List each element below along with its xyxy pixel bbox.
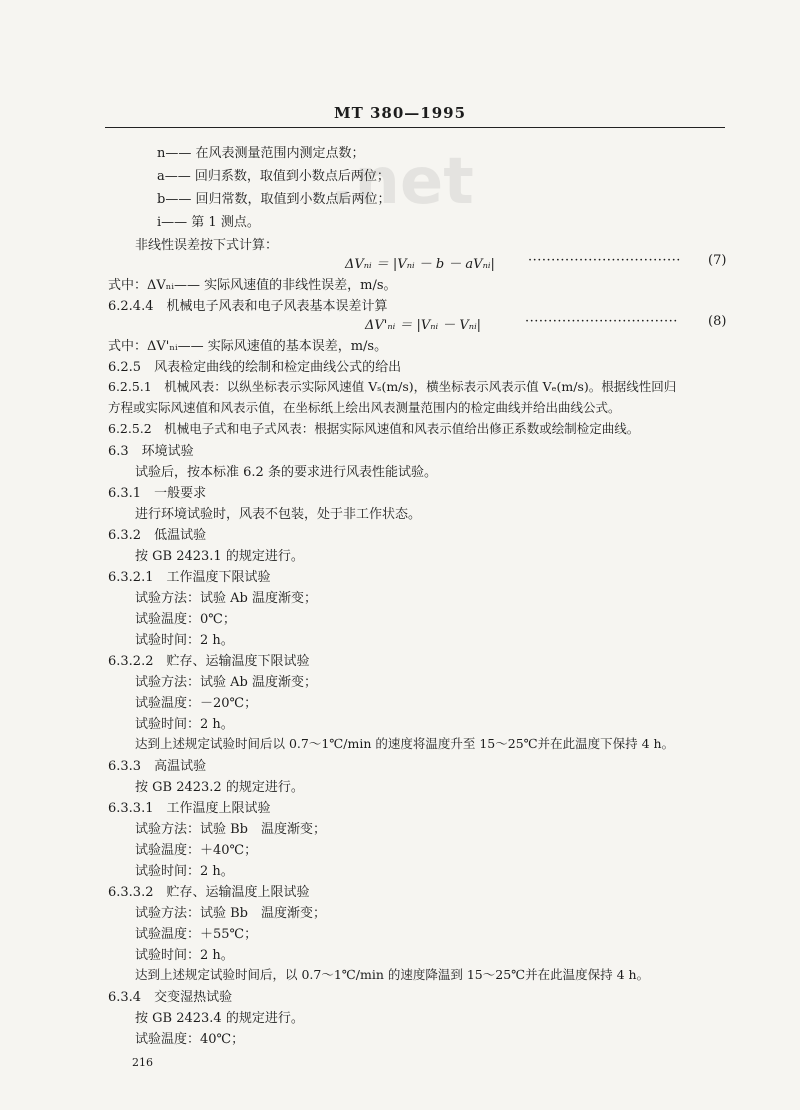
text-line: 试验时间：2 h。 — [135, 948, 234, 963]
text-line: 6.2.5.2 机械电子式和电子式风表：根据实际风速值和风表示值给出修正系数或绘制检定曲线。 — [108, 421, 640, 436]
text-line: b—— 回归常数，取值到小数点后两位； — [157, 192, 391, 207]
section-heading: 6.3.2.2 贮存、运输温度下限试验 — [108, 654, 310, 669]
text-line: 试验温度：40℃； — [135, 1032, 245, 1047]
text-line: n—— 在风表测量范围内测定点数； — [157, 146, 365, 161]
text-line: 达到上述规定试验时间后以 0.7～1℃/min 的速度将温度升至 15～25℃并在此温度下保持 4 h。 — [135, 736, 675, 751]
section-heading: 6.3 环境试验 — [108, 444, 194, 459]
section-heading: 6.3.4 交变湿热试验 — [108, 990, 233, 1005]
text-line: 式中：ΔVₙᵢ—— 实际风速值的非线性误差，m/s。 — [108, 278, 397, 293]
section-heading: 6.3.1 一般要求 — [108, 486, 207, 501]
section-heading: 6.3.3 高温试验 — [108, 759, 207, 774]
text-line: 试验时间：2 h。 — [135, 633, 234, 648]
text-line: a—— 回归系数，取值到小数点后两位； — [157, 169, 390, 184]
text-line: 试验方法：试验 Bb 温度渐变； — [135, 906, 327, 921]
section-heading: 6.3.2.1 工作温度下限试验 — [108, 570, 271, 585]
text-line: 方程或实际风速值和风表示值，在坐标纸上绘出风表测量范围内的检定曲线并给出曲线公式。 — [108, 400, 621, 415]
text-line: 达到上述规定试验时间后，以 0.7～1℃/min 的速度降温到 15～25℃并在此温度保持 4 h。 — [135, 967, 650, 982]
section-heading: 6.2.4.4 机械电子风表和电子风表基本误差计算 — [108, 299, 388, 314]
text-line: 试验温度：0℃； — [135, 612, 236, 627]
section-heading: 6.3.3.2 贮存、运输温度上限试验 — [108, 885, 310, 900]
text-line: 试验时间：2 h。 — [135, 864, 234, 879]
leader-dots: ································· — [525, 314, 678, 329]
section-heading: 6.3.3.1 工作温度上限试验 — [108, 801, 271, 816]
text-line: 试验温度：＋55℃； — [135, 927, 258, 942]
text-line: 试验温度：＋40℃； — [135, 843, 258, 858]
text-line: 非线性误差按下式计算： — [135, 238, 279, 253]
leader-dots: ································· — [528, 253, 681, 268]
equation-number: (8) — [708, 314, 727, 329]
text-line: 试验温度：－20℃； — [135, 696, 258, 711]
text-line: i—— 第 1 测点。 — [157, 215, 260, 230]
text-line: 按 GB 2423.2 的规定进行。 — [135, 780, 304, 795]
equation-8: ΔV'ₙᵢ ＝ |Vₙᵢ － Vₙᵢ| — [365, 318, 482, 333]
watermark: .net — [330, 145, 474, 219]
text-line: 按 GB 2423.4 的规定进行。 — [135, 1011, 304, 1026]
text-line: 6.2.5.1 机械风表：以纵坐标表示实际风速值 Vₛ(m/s)，横坐标表示风表示值 Vₑ(m/s)。根据线性回归 — [108, 379, 677, 394]
text-line: 试验后，按本标准 6.2 条的要求进行风表性能试验。 — [135, 465, 437, 480]
section-heading: 6.3.2 低温试验 — [108, 528, 207, 543]
section-heading: 6.2.5 风表检定曲线的绘制和检定曲线公式的给出 — [108, 360, 402, 375]
equation-number: (7) — [708, 253, 727, 268]
page-number: 216 — [132, 1056, 153, 1069]
page-header: MT 380—1995 — [333, 104, 467, 122]
text-line: 按 GB 2423.1 的规定进行。 — [135, 549, 304, 564]
text-line: 式中：ΔV'ₙᵢ—— 实际风速值的基本误差，m/s。 — [108, 339, 388, 354]
text-line: 试验时间：2 h。 — [135, 717, 234, 732]
header-rule — [105, 127, 725, 128]
text-line: 试验方法：试验 Bb 温度渐变； — [135, 822, 327, 837]
text-line: 进行环境试验时，风表不包装，处于非工作状态。 — [135, 507, 422, 522]
text-line: 试验方法：试验 Ab 温度渐变； — [135, 675, 317, 690]
equation-7: ΔVₙᵢ ＝ |Vₙᵢ － b － aVₙᵢ| — [345, 257, 495, 272]
text-line: 试验方法：试验 Ab 温度渐变； — [135, 591, 317, 606]
